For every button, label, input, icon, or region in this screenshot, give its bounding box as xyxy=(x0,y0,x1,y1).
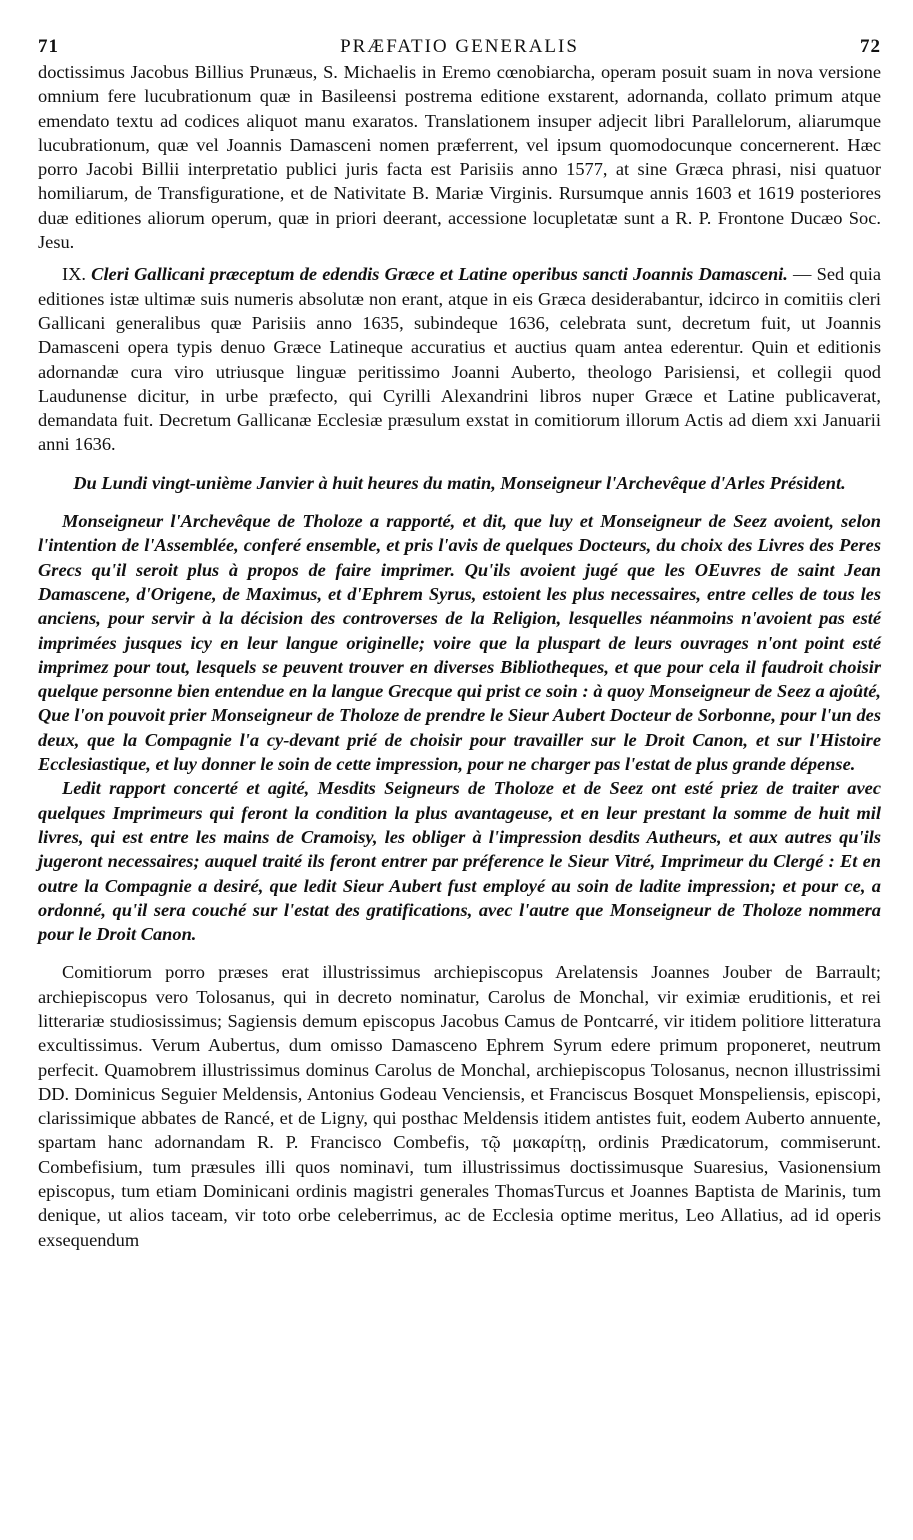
decree-paragraph-1: Monseigneur l'Archevêque de Tholoze a rapporté, et dit, que luy et Monseigneur de Seez avoient, selon l'intention de l'Assemblée, conferé ensemble, et pris l'avis de quelques Docteurs, du choix des Livres des Peres Grecs qu'il seroit plus à propos de faire imprimer. Qu'ils avoient jugé que les OEuvres de saint Jean Damascene, d'Origene, de Maximus, et d'Ephrem Syrus, estoient les plus necessaires, entre celles de tous les anciens, pour servir à la décision des controverses de la Religion, lesquelles néanmoins n'avoient pas esté imprimées jusques icy en leur langue originelle; voire que la pluspart de leurs ouvrages n'ont point esté imprimez pour tout, lesquels se peuvent trouver en diverses Bibliotheques, et que pour cela il faudroit choisir quelque personne bien entendue en la langue Grecque qui prist ce soin : à quoy Monseigneur de Seez a ajoûté, Que l'on pouvoit prier Monseigneur de Tholoze de prendre le Sieur Aubert Docteur de Sorbonne, pour l'un des deux, que la Compagnie l'a cy-devant prié de choisir pour travailler sur le Droit Canon, et sur l'Histoire Ecclesiastique, et luy donner le soin de cette impression, pour ne charger pas l'estat de plus grande dépense. xyxy=(38,511,881,775)
greek-phrase: τῷ μακαρίτῃ, xyxy=(481,1132,587,1153)
section-body: — Sed quia editiones istæ ultimæ suis numeris absolutæ non erant, atque in eis Græca desiderabantur, idcirco in comitiis cleri Gallicani generalibus quæ Parisiis anno 1635, subindeque 1636, celebrata sunt, decretum fuit, ut Joannis Damasceni opera typis denuo Græce Latineque accuratius et auctius quam antea ederentur. Quin et editionis adornandæ cura viro utriusque linguæ peritissimo Joanni Auberto, theologo Parisiensi, et collegii quod Laudunense dicitur, in urbe præfecto, qui Cyrilli Alexandrini libros nuper Græce et Latine publicaverat, demandata fuit. Decretum Gallicanæ Ecclesiæ præsulum exstat in comitiorum illorum Actis ad diem xxi Januarii anni 1636. xyxy=(38,264,881,455)
left-column-number: 71 xyxy=(38,36,59,57)
closing-paragraph xyxy=(38,960,881,1252)
decree-heading: Du Lundi vingt-unième Janvier à huit heures du matin, Monseigneur l'Archevêque d'Arles Président. xyxy=(73,472,846,493)
section-number: IX. xyxy=(62,264,87,285)
closing-text-part-2: ordinis Prædicatorum, commiserunt. Combefisium, tum præsules illi quos nominavi, tum illustrissimus doctissimusque Suaresius, Vasionensium episcopus, tum etiam Dominicani ordinis magistri generales ThomasTurcus et Joannes Baptista de Marinis, tum denique, ut alios taceam, vir toto orbe celeberrimus, ac de Ecclesia optime meritus, Leo Allatius, ad id operis exsequendum xyxy=(38,1132,882,1250)
section-ix xyxy=(38,262,881,456)
running-title: PRÆFATIO GENERALIS xyxy=(340,36,579,57)
decree-paragraph-2: Ledit rapport concerté et agité, Mesdits Seigneurs de Tholoze et de Seez ont esté priez de traiter avec quelques Imprimeurs qui feront la condition la plus avantageuse, et en leur prestant la somme de huit mil livres, qui est entre les mains de Cramoisy, les obliger à l'impression desdits Autheurs, et aux autres qu'ils jugeront necessaires; auquel traité ils feront entrer par préference le Sieur Vitré, Imprimeur du Clergé : Et en outre la Compagnie a desiré, que ledit Sieur Aubert fust employé au soin de ladite impression; et pour ce, a ordonné, qu'il sera couché sur l'estat des gratifications, avec l'autre que Monseigneur de Tholoze nommera pour le Droit Canon. xyxy=(38,778,881,945)
section-title: Cleri Gallicani præceptum de edendis Græce et Latine operibus sancti Joannis Damasceni. xyxy=(91,264,788,285)
running-header xyxy=(38,32,881,60)
right-column-number: 72 xyxy=(860,36,881,57)
body-text xyxy=(38,60,881,1252)
closing-text-part-1: Comitiorum porro præses erat illustrissimus archiepiscopus Arelatensis Joannes Jouber de Barrault; archiepiscopus vero Tolosanus, qui in decreto nominatur, Carolus de Monchal, vir eximiæ eruditionis, et rei litterariæ studiosissimus; Sagiensis demum episcopus Jacobus Camus de Pontcarré, vir itidem politiore litteratura excultissimus. Verum Aubertus, dum omisso Damasceno Ephrem Syrum edere primum proponeret, neutrum perfecit. Quamobrem illustrissimus dominus Carolus de Monchal, archiepiscopus Tolosanus, necnon illustrissimi DD. Dominicus Seguier Meldensis, Antonius Godeau Venciensis, et Franciscus Bosquet Monspeliensis, episcopi, clarissimique abbates de Rancé, et de Ligny, qui posthac Meldensis itidem antistes fuit, eodem Auberto annuente, spartam hanc adornandam R. P. Francisco Combefis, xyxy=(38,962,881,1153)
paragraph-billius: doctissimus Jacobus Billius Prunæus, S. Michaelis in Eremo cœnobiarcha, operam posuit suam in nova versione omnium fere lucubrationum quæ in Basileensi postrema editione exstarent, adornanda, collato primum atque emendato textu ad codices aliquot manu exaratos. Translationem insuper adjecit libri Parallelorum, aliarumque lucubrationum, quæ vel Joannis Damasceni nomen præferrent, vel ipsum quomodocunque concernerent. Hæc porro Jacobi Billii interpretatio publici juris facta est Parisiis anno 1577, at sine Græca phrasi, nisi quatuor homiliarum, de Transfiguratione, et de Nativitate B. Mariæ Virginis. Rursumque annis 1603 et 1619 posteriores duæ editiones aliorum operum, quæ in priori deerant, accessione locupletatæ sunt a R. P. Frontone Ducæo Soc. Jesu. xyxy=(38,62,881,253)
